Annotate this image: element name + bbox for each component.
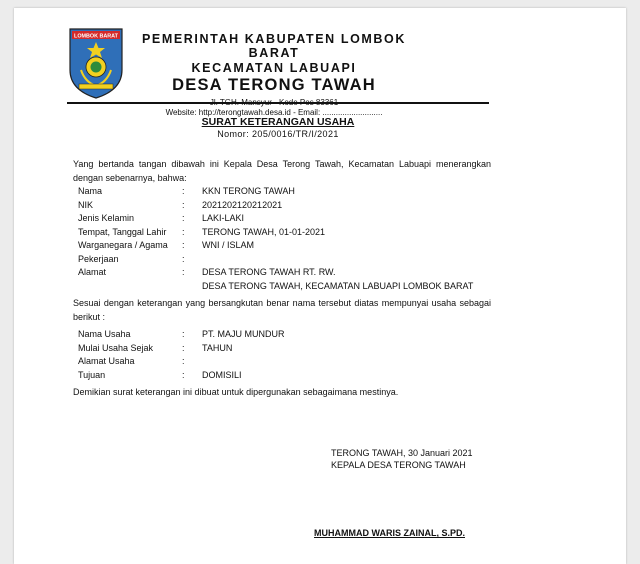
address-line-2: DESA TERONG TAWAH, KECAMATAN LABUAPI LOMBOK BARAT [202, 280, 474, 291]
detail-value: PT. MAJU MUNDUR [202, 329, 285, 339]
letterhead-district: KECAMATAN LABUAPI [191, 60, 357, 75]
detail-row: Nama : KKN TERONG TAWAH [73, 185, 491, 199]
detail-value [202, 253, 491, 267]
detail-row: Alamat Usaha : [73, 355, 491, 369]
detail-label: Tujuan [78, 369, 106, 380]
detail-label: Pekerjaan [78, 253, 119, 264]
business-details [73, 328, 491, 382]
detail-row: Tujuan : DOMISILI [73, 369, 491, 383]
letter-body [73, 158, 491, 400]
detail-label: Mulai Usaha Sejak [78, 342, 154, 353]
person-details [73, 185, 491, 293]
detail-row: Nama Usaha : PT. MAJU MUNDUR [73, 328, 491, 342]
detail-value: LAKI-LAKI [202, 213, 245, 223]
closing-paragraph: Demikian surat keterangan ini dibuat untuk dipergunakan sebagaimana mestinya. [73, 387, 399, 397]
signature-name: MUHAMMAD WARIS ZAINAL, S.PD. [314, 528, 465, 538]
detail-value: WNI / ISLAM [202, 240, 255, 250]
address-line-1: DESA TERONG TAWAH RT. RW. [202, 267, 336, 277]
letter-heading: SURAT KETERANGAN USAHA [201, 116, 355, 128]
letterhead-village: DESA TERONG TAWAH [172, 76, 376, 95]
detail-value: TERONG TAWAH, 01-01-2021 [202, 226, 326, 237]
detail-value [202, 355, 491, 369]
detail-value: KKN TERONG TAWAH [202, 186, 295, 196]
detail-row: Warganegara / Agama : WNI / ISLAM [73, 239, 491, 253]
letterhead-divider [67, 102, 489, 104]
detail-value: DOMISILI [202, 369, 242, 380]
business-paragraph: Sesuai dengan keterangan yang bersangkutan benar nama tersebut diatas mempunyai usaha sebagai berikut : [73, 298, 491, 322]
signature-place-date: TERONG TAWAH, 30 Januari 2021 [331, 448, 473, 458]
intro-paragraph: Yang bertanda tangan dibawah ini Kepala Desa Terong Tawah, Kecamatan Labuapi menerangkan dengan sebenarnya, bahwa: [73, 159, 491, 183]
letterhead-website: Website: http://terongtawah.desa.id - Email: ........................... [165, 108, 383, 118]
detail-label: Nama [78, 186, 103, 196]
detail-label: Jenis Kelamin [78, 213, 135, 223]
letter-title [67, 116, 489, 139]
letterhead-government: PEMERINTAH KABUPATEN LOMBOK BARAT [141, 32, 407, 61]
detail-row: Mulai Usaha Sejak : TAHUN [73, 342, 491, 356]
detail-label: Warganegara / Agama [78, 240, 168, 250]
letter-number: Nomor: 205/0016/TR/I/2021 [217, 129, 339, 139]
detail-label: Alamat Usaha [78, 356, 135, 366]
document-page [14, 8, 626, 564]
emblem-text: LOMBOK BARAT [74, 33, 118, 40]
detail-value: TAHUN [202, 342, 233, 353]
detail-value: 2021202120212021 [202, 199, 283, 210]
detail-row: Pekerjaan : [73, 253, 491, 267]
detail-label: Alamat [78, 267, 107, 277]
regency-emblem-icon [67, 26, 125, 100]
detail-row: Alamat : DESA TERONG TAWAH RT. RW. DESA TERONG TAWAH, KECAMATAN LABUAPI LOMBOK BARAT [73, 266, 491, 293]
signature-block [331, 448, 501, 471]
detail-label: Tempat, Tanggal Lahir [78, 226, 167, 237]
letterhead [124, 32, 424, 117]
detail-label: NIK [78, 199, 94, 210]
detail-row: NIK : 2021202120212021 [73, 199, 491, 213]
detail-row: Jenis Kelamin : LAKI-LAKI [73, 212, 491, 226]
detail-row: Tempat, Tanggal Lahir : TERONG TAWAH, 01-01-2021 [73, 226, 491, 240]
detail-label: Nama Usaha [78, 329, 131, 339]
letterhead-address: Jl. TGH. Mansyur - Kode Pos 83361 [209, 98, 339, 108]
signature-role: KEPALA DESA TERONG TAWAH [331, 459, 466, 470]
